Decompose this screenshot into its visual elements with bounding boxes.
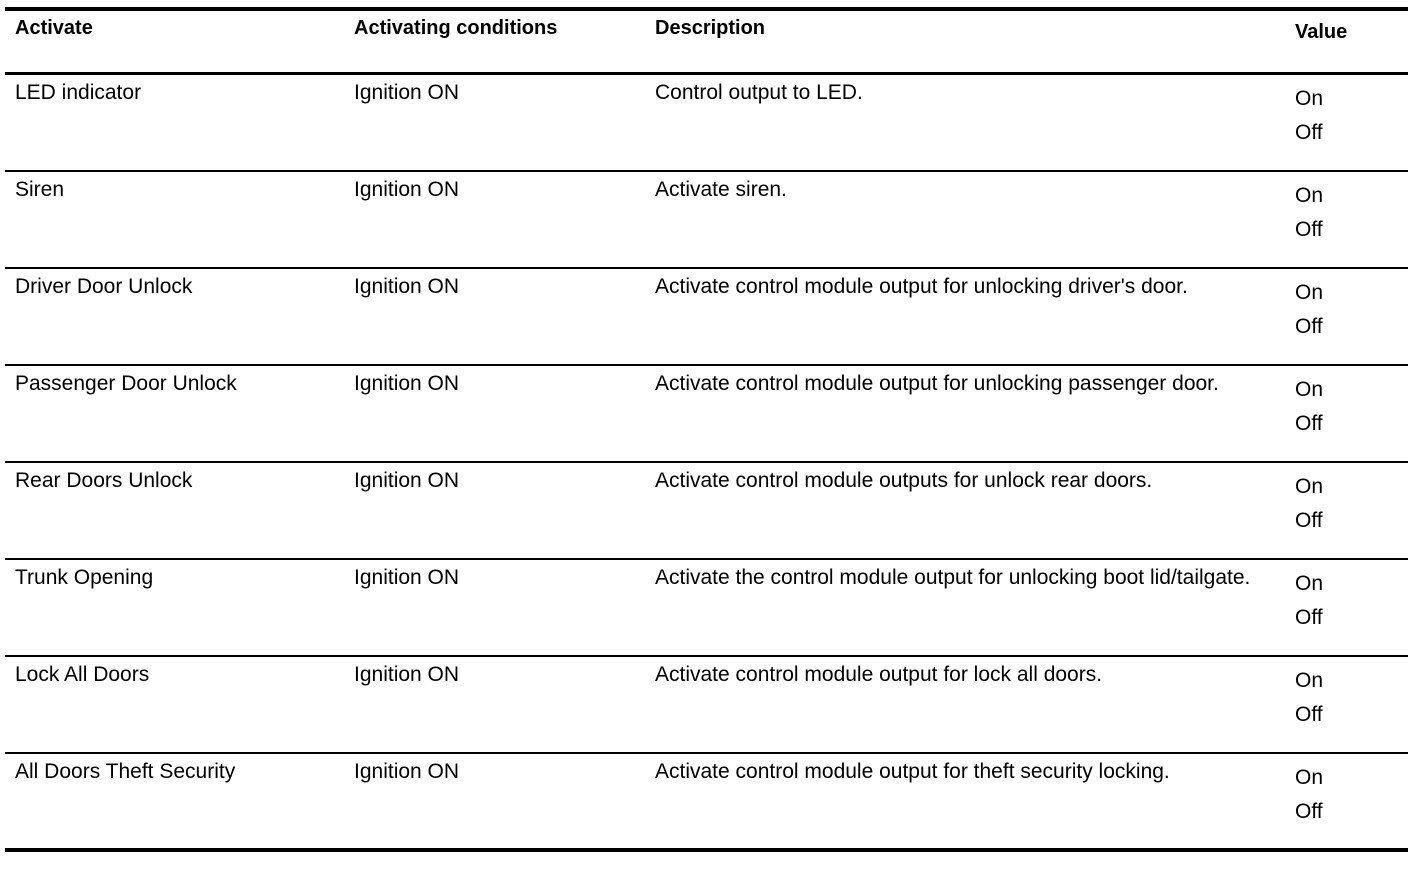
row-activate: Driver Door Unlock [15,275,193,298]
row-activate: LED indicator [15,81,142,104]
value-off: Off [1295,703,1323,726]
row-description: Activate the control module output for unlocking boot lid/tailgate. [655,566,1251,589]
row-values [1295,664,1323,732]
row-activate: All Doors Theft Security [15,760,236,783]
value-on: On [1295,766,1324,789]
row-values [1295,567,1323,635]
row-values [1295,82,1323,150]
value-off: Off [1295,121,1323,144]
row-description: Activate control module output for lock all doors. [655,663,1103,686]
value-on: On [1295,669,1324,692]
header-value: Value [1295,21,1348,43]
row-description: Control output to LED. [655,81,863,104]
value-off: Off [1295,412,1323,435]
row-values [1295,470,1323,538]
header-activate: Activate [15,17,93,39]
table-row [5,75,1408,170]
value-off: Off [1295,606,1323,629]
row-description: Activate control module output for theft security locking. [655,760,1170,783]
value-off: Off [1295,218,1323,241]
row-activate: Siren [15,178,65,201]
row-description: Activate control module outputs for unlock rear doors. [655,469,1153,492]
value-on: On [1295,475,1324,498]
value-off: Off [1295,509,1323,532]
row-values [1295,276,1323,344]
table-bottom-rule [5,848,1408,852]
row-activate: Lock All Doors [15,663,150,686]
activation-table [5,7,1408,852]
value-on: On [1295,184,1324,207]
row-conditions: Ignition ON [354,760,460,783]
value-on: On [1295,572,1324,595]
row-description: Activate control module output for unlocking passenger door. [655,372,1219,395]
row-activate: Passenger Door Unlock [15,372,237,395]
row-description: Activate siren. [655,178,787,201]
value-on: On [1295,378,1324,401]
table-row [5,172,1408,267]
table-row [5,463,1408,558]
row-activate: Trunk Opening [15,566,154,589]
row-values [1295,761,1323,829]
row-description: Activate control module output for unlocking driver's door. [655,275,1188,298]
table-row [5,366,1408,461]
row-conditions: Ignition ON [354,275,460,298]
table-row [5,754,1408,848]
header-description: Description [655,17,766,39]
header-activating-conditions: Activating conditions [354,17,558,39]
row-conditions: Ignition ON [354,469,460,492]
row-values [1295,373,1323,441]
table-header-row [5,11,1408,72]
table-row [5,560,1408,655]
value-off: Off [1295,315,1323,338]
row-conditions: Ignition ON [354,566,460,589]
value-on: On [1295,87,1324,110]
row-activate: Rear Doors Unlock [15,469,193,492]
table-row [5,657,1408,752]
row-conditions: Ignition ON [354,663,460,686]
value-on: On [1295,281,1324,304]
value-off: Off [1295,800,1323,823]
row-conditions: Ignition ON [354,81,460,104]
row-conditions: Ignition ON [354,372,460,395]
row-conditions: Ignition ON [354,178,460,201]
row-values [1295,179,1323,247]
table-row [5,269,1408,364]
